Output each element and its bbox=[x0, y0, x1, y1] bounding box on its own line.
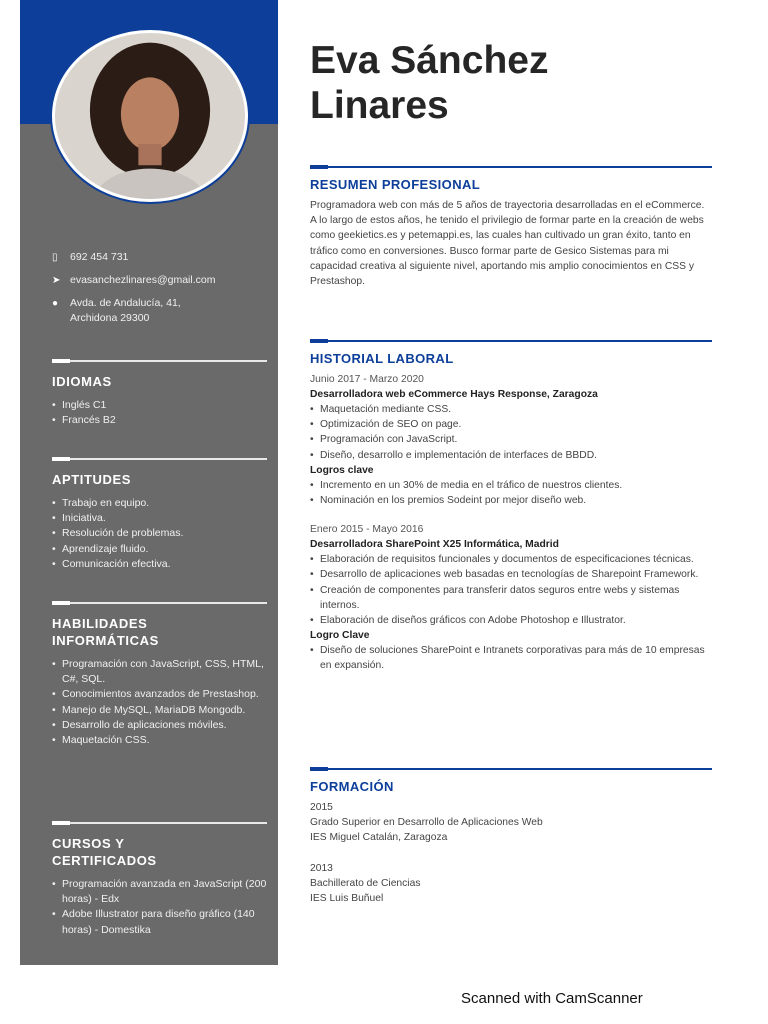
education-degree: Grado Superior en Desarrollo de Aplicaciones Web bbox=[310, 817, 543, 828]
list-item: • Programación con JavaScript. bbox=[310, 432, 712, 447]
section-divider bbox=[52, 360, 267, 362]
list-item: • Desarrollo de aplicaciones móviles. bbox=[52, 718, 267, 733]
education-school: IES Luis Buñuel bbox=[310, 893, 384, 904]
list-item: • Nominación en los premios Sodeint por mejor diseño web. bbox=[310, 493, 712, 508]
achievements-title: Logros clave bbox=[310, 464, 374, 476]
name-line-1: Eva Sánchez bbox=[310, 39, 549, 82]
job-date: Enero 2015 - Mayo 2016 bbox=[310, 524, 424, 536]
education-degree: Bachillerato de Ciencias bbox=[310, 878, 421, 889]
list-item: • Programación avanzada en JavaScript (200 horas) - Edx bbox=[52, 877, 267, 907]
section-title-line-2: CERTIFICADOS bbox=[52, 853, 157, 868]
section-title: APTITUDES bbox=[52, 472, 132, 487]
contact-info bbox=[52, 250, 267, 334]
section-habilidades bbox=[52, 602, 267, 748]
section-title-line-2: INFORMÁTICAS bbox=[52, 633, 159, 648]
contact-phone bbox=[52, 250, 267, 265]
list-item: • Francés B2 bbox=[52, 413, 267, 428]
section-divider bbox=[310, 166, 712, 168]
list-item: • Comunicación efectiva. bbox=[52, 557, 267, 572]
list-item: • Diseño, desarrollo e implementación de interfaces de BBDD. bbox=[310, 448, 712, 463]
summary-text: Programadora web con más de 5 años de trayectoria desarrolladas en el eCommerce. A lo largo de estos años, he tenido el privilegio de formar parte en la creación de webs como geekietics.es y petemappi.es, las cuales han cultivado un gran éxito, tanto en tráfico como en conversiones. Busco formar parte de Gesico Sistemas para mi capacidad creativa al siguiente nivel, aportando mis amplio conocimientos en CSS y Prestashop. bbox=[310, 200, 705, 288]
section-title: FORMACIÓN bbox=[310, 779, 394, 794]
list-item: • Inglés C1 bbox=[52, 398, 267, 413]
phone-text: 692 454 731 bbox=[70, 251, 129, 263]
job-entry bbox=[310, 522, 712, 673]
list-item: • Conocimientos avanzados de Prestashop. bbox=[52, 687, 267, 702]
list-item: • Creación de componentes para transferir datos seguros entre webs y sistemas internos. bbox=[310, 583, 712, 613]
aptitudes-list bbox=[52, 496, 267, 572]
list-item: • Resolución de problemas. bbox=[52, 526, 267, 541]
contact-email bbox=[52, 273, 267, 288]
list-item: • Maquetación CSS. bbox=[52, 733, 267, 748]
achievements-list bbox=[310, 643, 712, 673]
list-item: • Iniciativa. bbox=[52, 511, 267, 526]
section-divider bbox=[52, 602, 267, 604]
list-item: • Manejo de MySQL, MariaDB Mongodb. bbox=[52, 703, 267, 718]
education-school: IES Miguel Catalán, Zaragoza bbox=[310, 832, 448, 843]
section-cursos bbox=[52, 822, 267, 938]
section-title: IDIOMAS bbox=[52, 374, 112, 389]
scanner-watermark: Scanned with CamScanner bbox=[461, 990, 643, 1007]
section-aptitudes bbox=[52, 458, 267, 572]
send-icon: ➤ bbox=[52, 275, 61, 286]
contact-address bbox=[52, 296, 267, 326]
list-item: • Programación con JavaScript, CSS, HTML, C#, SQL. bbox=[52, 657, 267, 687]
list-item: • Elaboración de diseños gráficos con Adobe Photoshop e Illustrator. bbox=[310, 613, 712, 628]
section-title-line-1: CURSOS Y bbox=[52, 836, 125, 851]
location-pin-icon: ● bbox=[52, 298, 59, 309]
list-item: • Diseño de soluciones SharePoint e Intranets corporativas para más de 10 empresas en expansión. bbox=[310, 643, 712, 673]
candidate-name bbox=[310, 38, 548, 128]
achievements-list bbox=[310, 478, 712, 508]
section-divider bbox=[310, 340, 712, 342]
section-formacion bbox=[310, 768, 712, 922]
education-entry bbox=[310, 800, 712, 845]
cursos-list bbox=[52, 877, 267, 938]
name-line-2: Linares bbox=[310, 84, 449, 127]
section-divider bbox=[52, 458, 267, 460]
section-resumen bbox=[310, 166, 712, 289]
cv-document bbox=[20, 0, 720, 965]
job-tasks bbox=[310, 402, 712, 463]
section-historial bbox=[310, 340, 712, 674]
section-divider bbox=[52, 822, 267, 824]
job-date: Junio 2017 - Marzo 2020 bbox=[310, 374, 424, 385]
section-title bbox=[52, 615, 267, 649]
section-divider bbox=[310, 768, 712, 770]
list-item: • Elaboración de requisitos funcionales y documentos de especificaciones técnicas. bbox=[310, 552, 712, 567]
section-title bbox=[52, 835, 267, 869]
education-entry bbox=[310, 861, 712, 906]
education-year: 2013 bbox=[310, 863, 333, 874]
list-item: • Incremento en un 30% de media en el tráfico de nuestros clientes. bbox=[310, 478, 712, 493]
section-idiomas bbox=[52, 360, 267, 428]
sidebar bbox=[20, 0, 278, 965]
email-text: evasanchezlinares@gmail.com bbox=[70, 274, 216, 286]
profile-photo bbox=[52, 30, 248, 202]
list-item: • Desarrollo de aplicaciones web basadas en tecnologías de Sharepoint Framework. bbox=[310, 567, 712, 582]
address-line-2: Archidona 29300 bbox=[70, 312, 150, 324]
idiomas-list bbox=[52, 398, 267, 428]
address-line-1: Avda. de Andalucía, 41, bbox=[70, 297, 181, 309]
education-year: 2015 bbox=[310, 802, 333, 813]
section-title-line-1: HABILIDADES bbox=[52, 616, 148, 631]
list-item: • Aprendizaje fluido. bbox=[52, 542, 267, 557]
list-item: • Trabajo en equipo. bbox=[52, 496, 267, 511]
list-item: • Adobe Illustrator para diseño gráfico (140 horas) - Domestika bbox=[52, 907, 267, 937]
list-item: • Optimización de SEO on page. bbox=[310, 417, 712, 432]
list-item: • Maquetación mediante CSS. bbox=[310, 402, 712, 417]
section-title: RESUMEN PROFESIONAL bbox=[310, 177, 481, 192]
job-tasks bbox=[310, 552, 712, 628]
section-title: HISTORIAL LABORAL bbox=[310, 351, 454, 366]
habilidades-list bbox=[52, 657, 267, 748]
job-title: Desarrolladora web eCommerce Hays Response, Zaragoza bbox=[310, 389, 598, 400]
phone-icon: ▯ bbox=[52, 252, 58, 263]
achievements-title: Logro Clave bbox=[310, 630, 370, 642]
job-title: Desarrolladora SharePoint X25 Informática, Madrid bbox=[310, 539, 559, 551]
job-entry bbox=[310, 372, 712, 508]
